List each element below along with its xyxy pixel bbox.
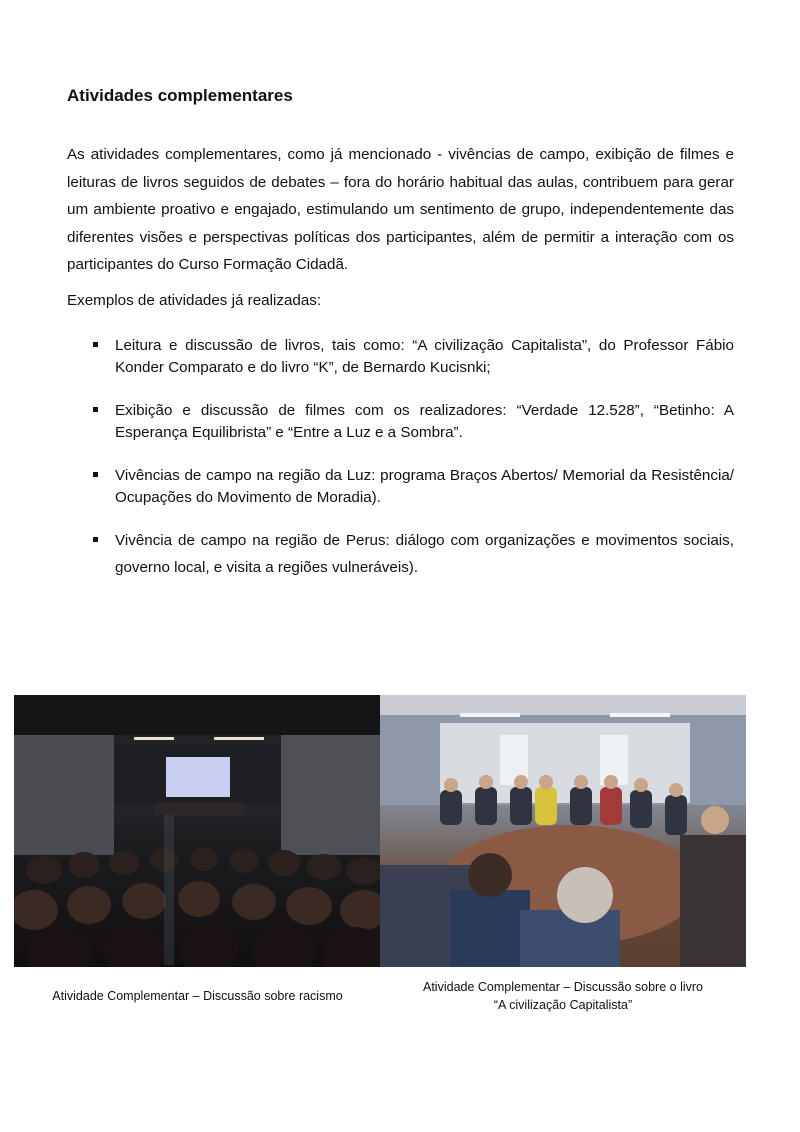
list-item-text: Exibição e discussão de filmes com os realizadores: “Verdade 12.528”, “Betinho: A Esperança Equilibrista” e “Entre a Luz e a Sombra”. [115, 402, 734, 441]
examples-label: Exemplos de atividades já realizadas: [67, 292, 322, 309]
list-item [67, 335, 734, 378]
auditorium-photo [14, 695, 381, 967]
bullet-icon [93, 537, 98, 542]
list-item [67, 465, 734, 508]
bullet-icon [93, 407, 98, 412]
list-item-text: Vivências de campo na região da Luz: programa Braços Abertos/ Memorial da Resistência/ Ocupações do Movimento de Moradia). [115, 467, 734, 506]
right-photo-caption [395, 978, 731, 1014]
list-item [67, 527, 734, 581]
right-caption-line-1: Atividade Complementar – Discussão sobre o livro [423, 980, 703, 994]
auditorium-scene-icon [14, 695, 381, 967]
list-item-text: Vivência de campo na região de Perus: diálogo com organizações e movimentos sociais, governo local, e visita a regiões vulneráveis). [115, 532, 734, 576]
intro-paragraph: As atividades complementares, como já mencionado - vivências de campo, exibição de filmes e leituras de livros seguidos de debates – fora do horário habitual das aulas, contribuem para gerar um ambiente proativo e engajado, estimulando um sentimento de grupo, independentemente das diferentes visões e perspectivas políticas dos participantes, além de permitir a interação com os participantes do Curso Formação Cidadã. [67, 146, 734, 273]
activities-list [67, 335, 734, 603]
bullet-icon [93, 342, 98, 347]
section-heading: Atividades complementares [67, 86, 293, 105]
right-caption-line-2: “A civilização Capitalista” [493, 998, 633, 1012]
left-photo-caption: Atividade Complementar – Discussão sobre racismo [52, 989, 343, 1003]
bullet-icon [93, 472, 98, 477]
list-item [67, 400, 734, 443]
discussion-circle-photo [380, 695, 746, 967]
discussion-circle-scene-icon [380, 695, 746, 967]
list-item-text: Leitura e discussão de livros, tais como: “A civilização Capitalista”, do Professor Fábio Konder Comparato e do livro “K”, de Bernardo Kucisnki; [115, 337, 734, 376]
